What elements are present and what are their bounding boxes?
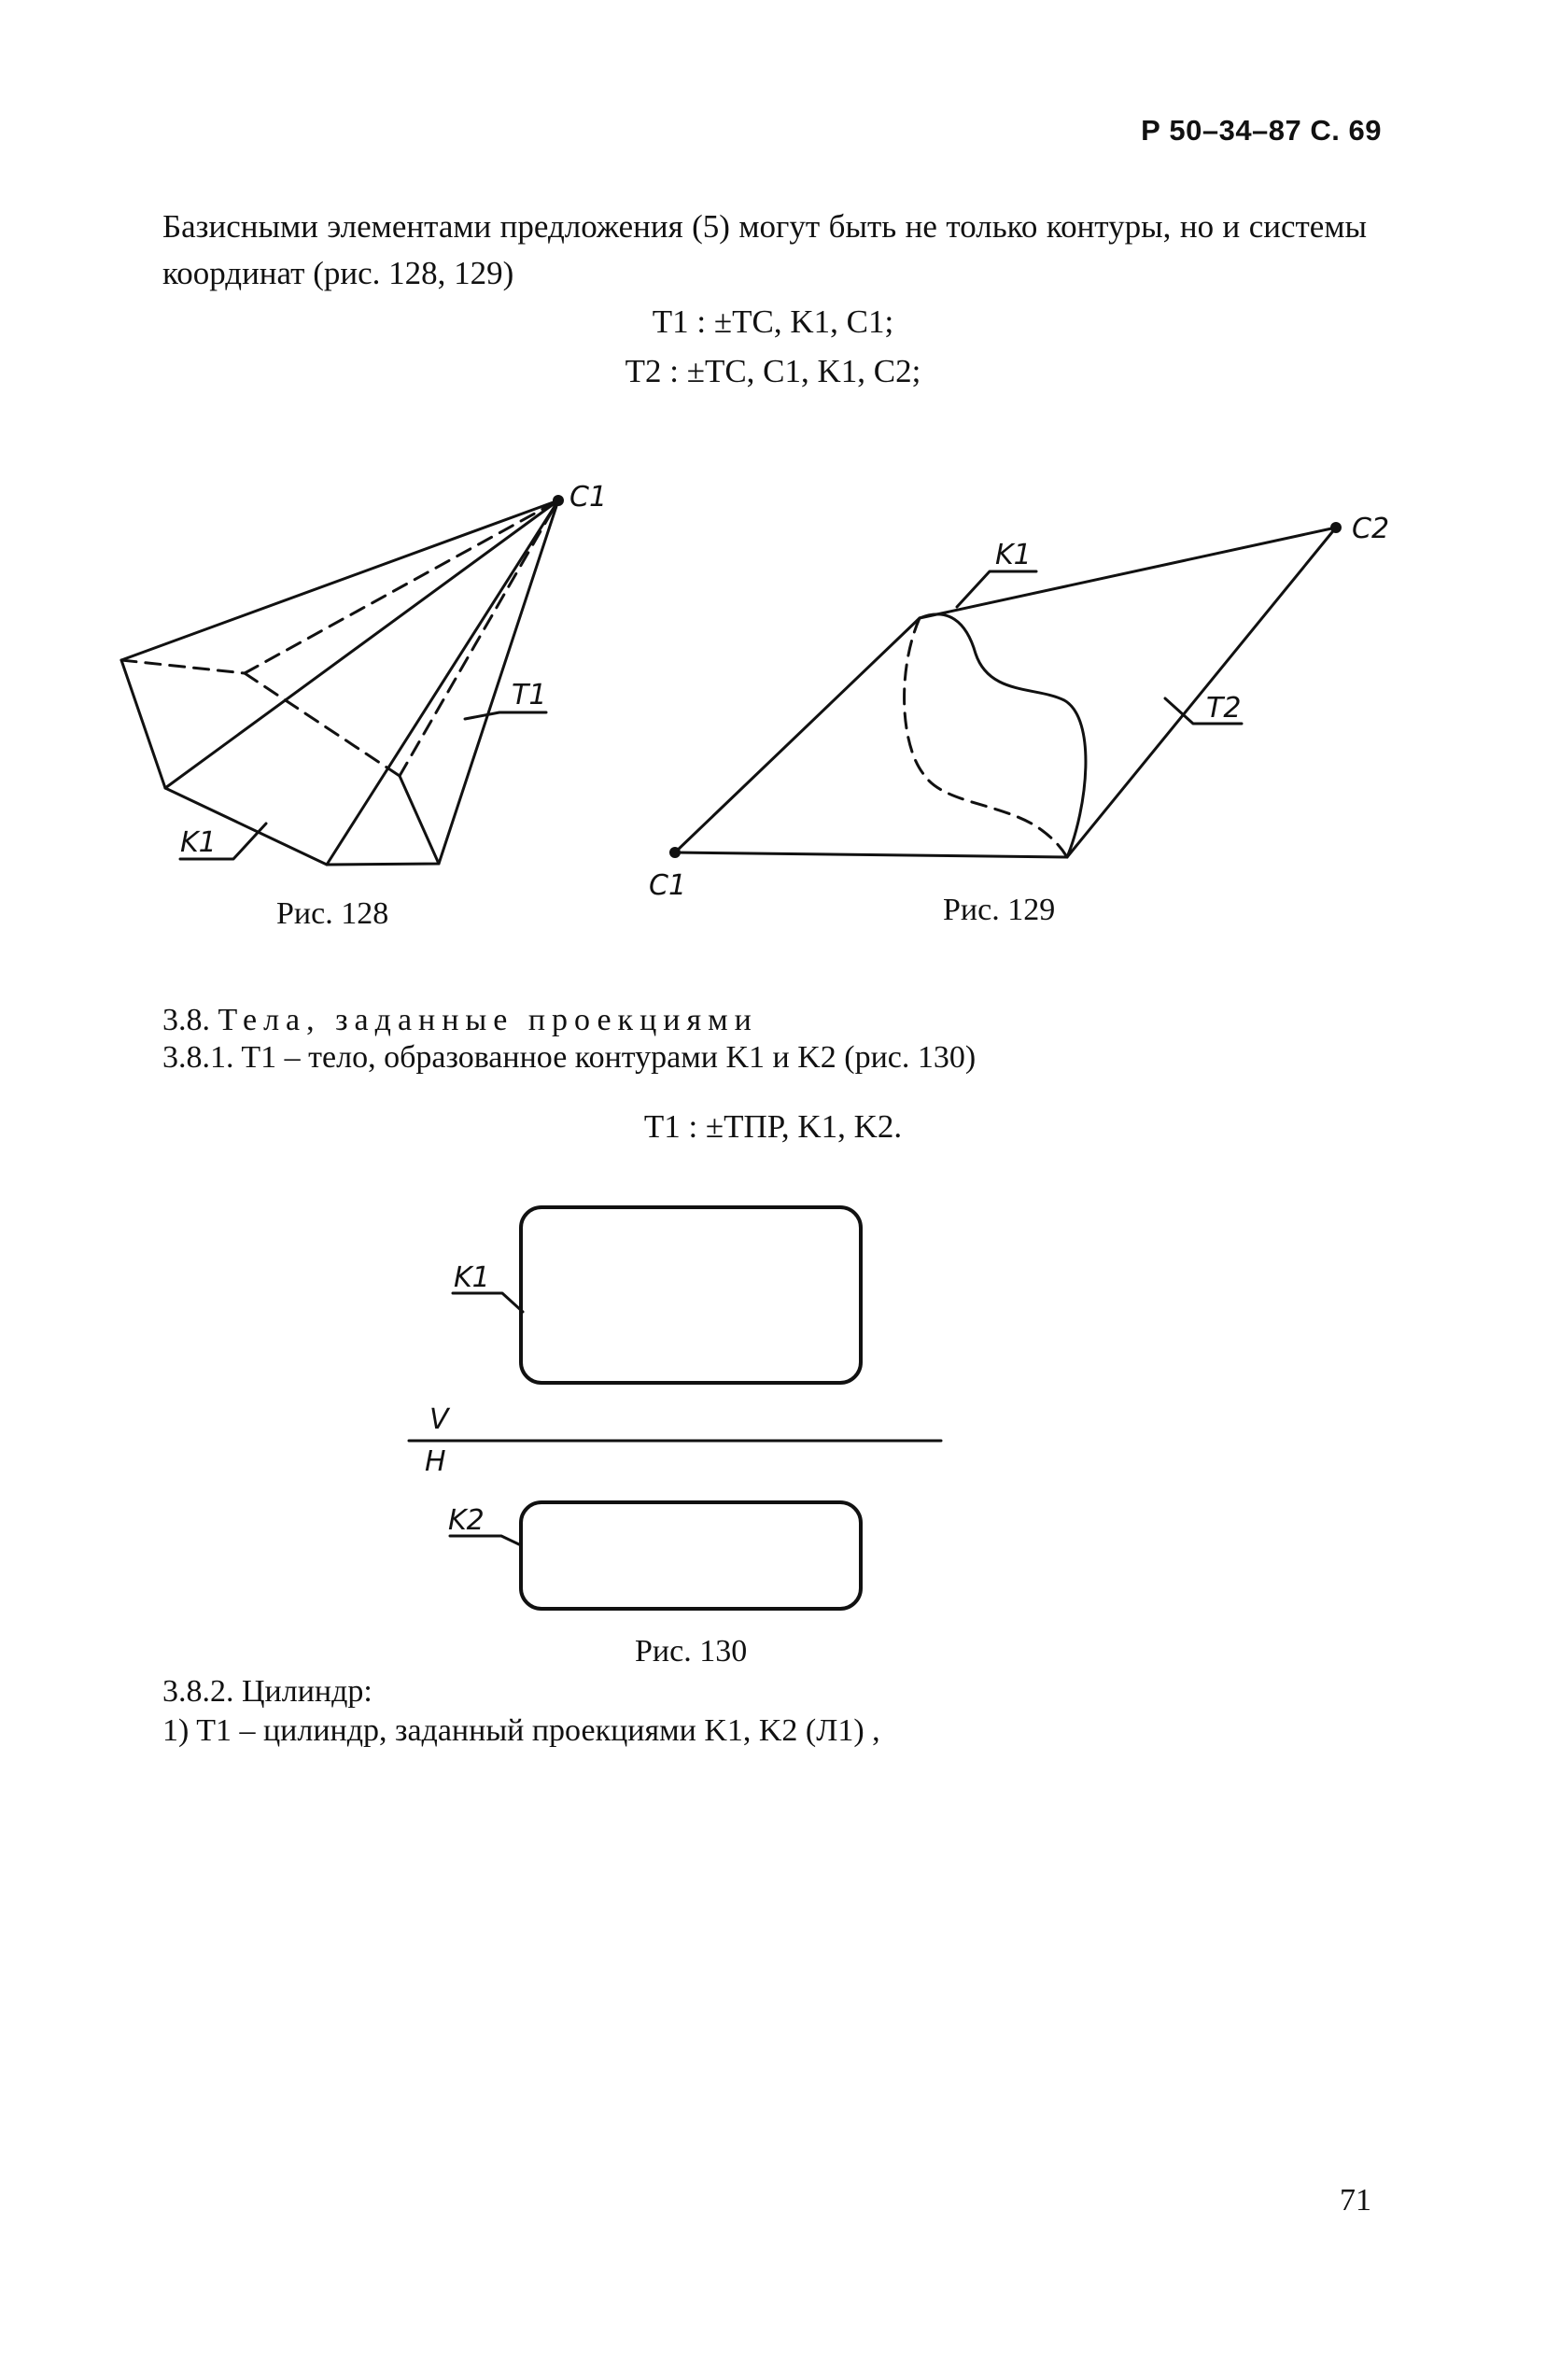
fig130-label-k1: K1: [454, 1261, 490, 1294]
section-3-8-number: 3.8.: [162, 1003, 210, 1037]
caption-fig-128: Рис. 128: [276, 896, 389, 931]
vertex-c1-dot: [553, 495, 564, 506]
fig130-label-h: H: [425, 1445, 446, 1478]
fig128-label-t1: T1: [512, 679, 547, 711]
section-3-8-1: 3.8.1. T1 – тело, образованное контурами K1 и K2 (рис. 130): [162, 1040, 977, 1075]
vertex-c1-dot-129: [669, 847, 681, 858]
fig130-label-k2: K2: [448, 1504, 485, 1537]
formula-130: T1 : ±TПР, K1, K2.: [643, 1108, 903, 1145]
figure-129-solid: [669, 522, 1342, 858]
vertex-c2-dot: [1330, 522, 1342, 533]
fig129-label-c1: C1: [649, 869, 687, 902]
fig129-label-c2: C2: [1352, 513, 1390, 545]
fig128-label-k1: K1: [180, 826, 217, 859]
fig129-label-t2: T2: [1206, 692, 1242, 725]
item-1: 1) T1 – цилиндр, заданный проекциями K1, K2 (Л1) ,: [162, 1713, 880, 1748]
page-header: Р 50–34–87 С. 69: [1141, 114, 1382, 147]
section-3-8-2: 3.8.2. Цилиндр:: [162, 1674, 372, 1709]
section-3-8-heading: [162, 1003, 758, 1038]
fig129-label-k1: K1: [995, 539, 1032, 571]
intro-paragraph: Базисными элементами предложения (5) могут быть не только контуры, но и системы координат (рис. 128, 129): [162, 208, 1367, 291]
section-3-8-title: Тела, заданные проекциями: [218, 1003, 758, 1037]
formula-t2: T2 : ±TC, C1, K1, C2;: [625, 353, 921, 389]
fig128-label-c1: C1: [569, 481, 608, 514]
caption-fig-130: Рис. 130: [635, 1634, 748, 1669]
formula-t1: T1 : ±TC, K1, C1;: [652, 303, 894, 340]
page-number: 71: [1340, 2183, 1371, 2218]
figure-128-pyramid: [121, 495, 564, 865]
caption-fig-129: Рис. 129: [943, 893, 1056, 927]
fig130-label-v: V: [429, 1403, 449, 1436]
